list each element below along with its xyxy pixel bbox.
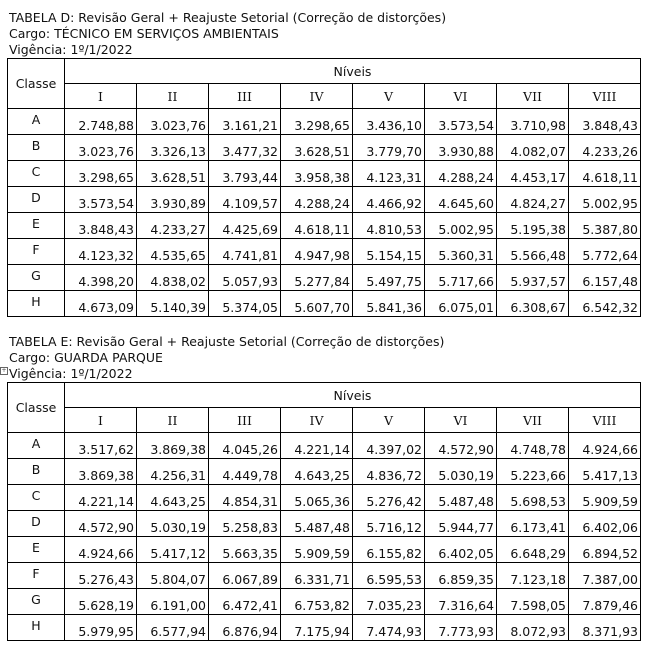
salary-cell: 5.937,57 bbox=[497, 265, 569, 291]
salary-cell: 5.772,64 bbox=[569, 239, 641, 265]
classe-label: E bbox=[8, 213, 65, 239]
salary-cell: 3.326,13 bbox=[137, 135, 209, 161]
salary-cell: 5.716,12 bbox=[353, 511, 425, 537]
table-d-vigencia: Vigência: 1º/1/2022 bbox=[9, 42, 133, 57]
salary-cell: 4.288,24 bbox=[425, 161, 497, 187]
salary-cell: 6.331,71 bbox=[281, 563, 353, 589]
salary-cell: 6.402,05 bbox=[425, 537, 497, 563]
salary-cell: 3.517,62 bbox=[65, 433, 137, 459]
salary-cell: 7.035,23 bbox=[353, 589, 425, 615]
salary-cell: 3.298,65 bbox=[65, 161, 137, 187]
salary-cell: 4.233,27 bbox=[137, 213, 209, 239]
niveis-header: Níveis bbox=[65, 59, 641, 84]
salary-cell: 5.140,39 bbox=[137, 291, 209, 317]
level-header: VIII bbox=[569, 84, 641, 109]
salary-cell: 5.566,48 bbox=[497, 239, 569, 265]
salary-cell: 4.947,98 bbox=[281, 239, 353, 265]
salary-cell: 5.057,93 bbox=[209, 265, 281, 291]
table-d-cargo: Cargo: TÉCNICO EM SERVIÇOS AMBIENTAIS bbox=[9, 26, 279, 41]
level-header: III bbox=[209, 408, 281, 433]
classe-label: G bbox=[8, 589, 65, 615]
salary-cell: 5.276,42 bbox=[353, 485, 425, 511]
salary-cell: 4.256,31 bbox=[137, 459, 209, 485]
salary-cell: 6.577,94 bbox=[137, 615, 209, 641]
salary-cell: 3.477,32 bbox=[209, 135, 281, 161]
table-row bbox=[8, 135, 641, 161]
level-header: VI bbox=[425, 408, 497, 433]
table-row bbox=[8, 563, 641, 589]
classe-label: F bbox=[8, 239, 65, 265]
salary-cell: 4.123,31 bbox=[353, 161, 425, 187]
salary-cell: 4.397,02 bbox=[353, 433, 425, 459]
table-move-handle-icon[interactable]: + bbox=[1, 367, 7, 374]
salary-cell: 5.841,36 bbox=[353, 291, 425, 317]
classe-label: F bbox=[8, 563, 65, 589]
salary-cell: 4.123,32 bbox=[65, 239, 137, 265]
level-header: VII bbox=[497, 408, 569, 433]
salary-cell: 3.573,54 bbox=[425, 109, 497, 135]
salary-cell: 4.449,78 bbox=[209, 459, 281, 485]
salary-cell: 5.374,05 bbox=[209, 291, 281, 317]
classe-header: Classe bbox=[8, 59, 65, 109]
salary-cell: 5.909,59 bbox=[569, 485, 641, 511]
salary-cell: 3.161,21 bbox=[209, 109, 281, 135]
table-row bbox=[8, 589, 641, 615]
salary-cell: 4.618,11 bbox=[569, 161, 641, 187]
salary-cell: 5.663,35 bbox=[209, 537, 281, 563]
salary-cell: 5.487,48 bbox=[281, 511, 353, 537]
salary-cell: 5.002,95 bbox=[425, 213, 497, 239]
salary-cell: 5.909,59 bbox=[281, 537, 353, 563]
level-header: III bbox=[209, 84, 281, 109]
table-row bbox=[8, 537, 641, 563]
table-row bbox=[8, 187, 641, 213]
classe-header: Classe bbox=[8, 383, 65, 433]
level-header: VII bbox=[497, 84, 569, 109]
table-d bbox=[7, 58, 641, 317]
salary-cell: 5.628,19 bbox=[65, 589, 137, 615]
classe-label: B bbox=[8, 459, 65, 485]
level-header: I bbox=[65, 408, 137, 433]
salary-cell: 4.572,90 bbox=[65, 511, 137, 537]
salary-cell: 5.698,53 bbox=[497, 485, 569, 511]
table-row bbox=[8, 109, 641, 135]
table-row bbox=[8, 433, 641, 459]
salary-cell: 4.643,25 bbox=[281, 459, 353, 485]
salary-cell: 7.175,94 bbox=[281, 615, 353, 641]
salary-cell: 4.810,53 bbox=[353, 213, 425, 239]
salary-cell: 6.648,29 bbox=[497, 537, 569, 563]
salary-cell: 6.859,35 bbox=[425, 563, 497, 589]
salary-cell: 6.472,41 bbox=[209, 589, 281, 615]
table-row bbox=[8, 459, 641, 485]
salary-cell: 3.436,10 bbox=[353, 109, 425, 135]
salary-cell: 7.316,64 bbox=[425, 589, 497, 615]
salary-cell: 5.030,19 bbox=[137, 511, 209, 537]
salary-cell: 4.824,27 bbox=[497, 187, 569, 213]
salary-cell: 5.497,75 bbox=[353, 265, 425, 291]
salary-cell: 3.869,38 bbox=[65, 459, 137, 485]
salary-cell: 6.191,00 bbox=[137, 589, 209, 615]
level-header: I bbox=[65, 84, 137, 109]
salary-cell: 6.155,82 bbox=[353, 537, 425, 563]
salary-cell: 4.838,02 bbox=[137, 265, 209, 291]
salary-cell: 6.308,67 bbox=[497, 291, 569, 317]
salary-cell: 6.173,41 bbox=[497, 511, 569, 537]
salary-cell: 5.360,31 bbox=[425, 239, 497, 265]
salary-cell: 2.748,88 bbox=[65, 109, 137, 135]
classe-label: A bbox=[8, 109, 65, 135]
table-row bbox=[8, 511, 641, 537]
level-header: II bbox=[137, 408, 209, 433]
salary-cell: 5.276,43 bbox=[65, 563, 137, 589]
salary-cell: 4.854,31 bbox=[209, 485, 281, 511]
salary-cell: 3.958,38 bbox=[281, 161, 353, 187]
level-header: IV bbox=[281, 408, 353, 433]
salary-cell: 5.717,66 bbox=[425, 265, 497, 291]
salary-cell: 3.848,43 bbox=[569, 109, 641, 135]
salary-cell: 5.979,95 bbox=[65, 615, 137, 641]
table-row bbox=[8, 291, 641, 317]
table-e-title: TABELA E: Revisão Geral + Reajuste Setorial (Correção de distorções) bbox=[9, 334, 445, 349]
table-row bbox=[8, 485, 641, 511]
salary-cell: 6.753,82 bbox=[281, 589, 353, 615]
salary-cell: 4.221,14 bbox=[281, 433, 353, 459]
salary-cell: 7.773,93 bbox=[425, 615, 497, 641]
table-row bbox=[8, 265, 641, 291]
salary-cell: 5.944,77 bbox=[425, 511, 497, 537]
salary-cell: 5.223,66 bbox=[497, 459, 569, 485]
salary-cell: 3.779,70 bbox=[353, 135, 425, 161]
salary-cell: 4.109,57 bbox=[209, 187, 281, 213]
salary-cell: 4.924,66 bbox=[65, 537, 137, 563]
salary-cell: 5.417,12 bbox=[137, 537, 209, 563]
salary-cell: 3.023,76 bbox=[65, 135, 137, 161]
classe-label: D bbox=[8, 511, 65, 537]
salary-cell: 5.417,13 bbox=[569, 459, 641, 485]
salary-cell: 3.023,76 bbox=[137, 109, 209, 135]
salary-cell: 4.673,09 bbox=[65, 291, 137, 317]
classe-label: C bbox=[8, 485, 65, 511]
salary-cell: 4.741,81 bbox=[209, 239, 281, 265]
salary-cell: 4.466,92 bbox=[353, 187, 425, 213]
salary-cell: 5.487,48 bbox=[425, 485, 497, 511]
salary-cell: 4.288,24 bbox=[281, 187, 353, 213]
salary-cell: 3.628,51 bbox=[281, 135, 353, 161]
table-d-header bbox=[9, 10, 446, 58]
salary-cell: 7.879,46 bbox=[569, 589, 641, 615]
salary-cell: 4.233,26 bbox=[569, 135, 641, 161]
salary-cell: 4.924,66 bbox=[569, 433, 641, 459]
salary-cell: 3.710,98 bbox=[497, 109, 569, 135]
salary-cell: 7.123,18 bbox=[497, 563, 569, 589]
salary-cell: 3.298,65 bbox=[281, 109, 353, 135]
salary-cell: 4.082,07 bbox=[497, 135, 569, 161]
salary-cell: 4.748,78 bbox=[497, 433, 569, 459]
level-header: V bbox=[353, 84, 425, 109]
salary-cell: 4.221,14 bbox=[65, 485, 137, 511]
salary-cell: 3.628,51 bbox=[137, 161, 209, 187]
classe-label: H bbox=[8, 291, 65, 317]
salary-cell: 8.072,93 bbox=[497, 615, 569, 641]
salary-cell: 7.598,05 bbox=[497, 589, 569, 615]
salary-cell: 3.930,88 bbox=[425, 135, 497, 161]
salary-cell: 5.277,84 bbox=[281, 265, 353, 291]
salary-cell: 5.387,80 bbox=[569, 213, 641, 239]
level-header: V bbox=[353, 408, 425, 433]
salary-cell: 4.425,69 bbox=[209, 213, 281, 239]
salary-cell: 4.045,26 bbox=[209, 433, 281, 459]
salary-cell: 4.836,72 bbox=[353, 459, 425, 485]
salary-cell: 4.643,25 bbox=[137, 485, 209, 511]
salary-cell: 5.030,19 bbox=[425, 459, 497, 485]
classe-label: G bbox=[8, 265, 65, 291]
salary-cell: 6.157,48 bbox=[569, 265, 641, 291]
salary-cell: 4.645,60 bbox=[425, 187, 497, 213]
classe-label: A bbox=[8, 433, 65, 459]
salary-cell: 8.371,93 bbox=[569, 615, 641, 641]
salary-cell: 6.595,53 bbox=[353, 563, 425, 589]
table-e-vigencia: Vigência: 1º/1/2022 bbox=[9, 366, 133, 381]
salary-cell: 6.067,89 bbox=[209, 563, 281, 589]
classe-label: D bbox=[8, 187, 65, 213]
salary-cell: 5.607,70 bbox=[281, 291, 353, 317]
salary-cell: 4.453,17 bbox=[497, 161, 569, 187]
salary-cell: 6.876,94 bbox=[209, 615, 281, 641]
table-d-title: TABELA D: Revisão Geral + Reajuste Setorial (Correção de distorções) bbox=[9, 10, 447, 25]
salary-cell: 4.535,65 bbox=[137, 239, 209, 265]
salary-cell: 5.065,36 bbox=[281, 485, 353, 511]
salary-cell: 5.002,95 bbox=[569, 187, 641, 213]
salary-cell: 5.195,38 bbox=[497, 213, 569, 239]
salary-cell: 3.930,89 bbox=[137, 187, 209, 213]
table-row bbox=[8, 161, 641, 187]
level-header: VI bbox=[425, 84, 497, 109]
salary-cell: 6.402,06 bbox=[569, 511, 641, 537]
salary-cell: 3.848,43 bbox=[65, 213, 137, 239]
level-header: IV bbox=[281, 84, 353, 109]
salary-cell: 5.804,07 bbox=[137, 563, 209, 589]
table-e-header bbox=[9, 334, 444, 382]
salary-cell: 4.618,11 bbox=[281, 213, 353, 239]
table-row bbox=[8, 615, 641, 641]
salary-cell: 7.474,93 bbox=[353, 615, 425, 641]
table-row bbox=[8, 239, 641, 265]
classe-label: H bbox=[8, 615, 65, 641]
table-row bbox=[8, 213, 641, 239]
salary-cell: 6.542,32 bbox=[569, 291, 641, 317]
salary-cell: 3.793,44 bbox=[209, 161, 281, 187]
table-e bbox=[7, 382, 641, 641]
table-e-cargo: Cargo: GUARDA PARQUE bbox=[9, 350, 163, 365]
niveis-header: Níveis bbox=[65, 383, 641, 408]
salary-cell: 6.075,01 bbox=[425, 291, 497, 317]
salary-cell: 4.572,90 bbox=[425, 433, 497, 459]
salary-cell: 5.154,15 bbox=[353, 239, 425, 265]
level-header: VIII bbox=[569, 408, 641, 433]
salary-cell: 5.258,83 bbox=[209, 511, 281, 537]
classe-label: B bbox=[8, 135, 65, 161]
salary-cell: 3.869,38 bbox=[137, 433, 209, 459]
salary-cell: 4.398,20 bbox=[65, 265, 137, 291]
salary-cell: 3.573,54 bbox=[65, 187, 137, 213]
classe-label: E bbox=[8, 537, 65, 563]
classe-label: C bbox=[8, 161, 65, 187]
salary-cell: 6.894,52 bbox=[569, 537, 641, 563]
level-header: II bbox=[137, 84, 209, 109]
salary-cell: 7.387,00 bbox=[569, 563, 641, 589]
